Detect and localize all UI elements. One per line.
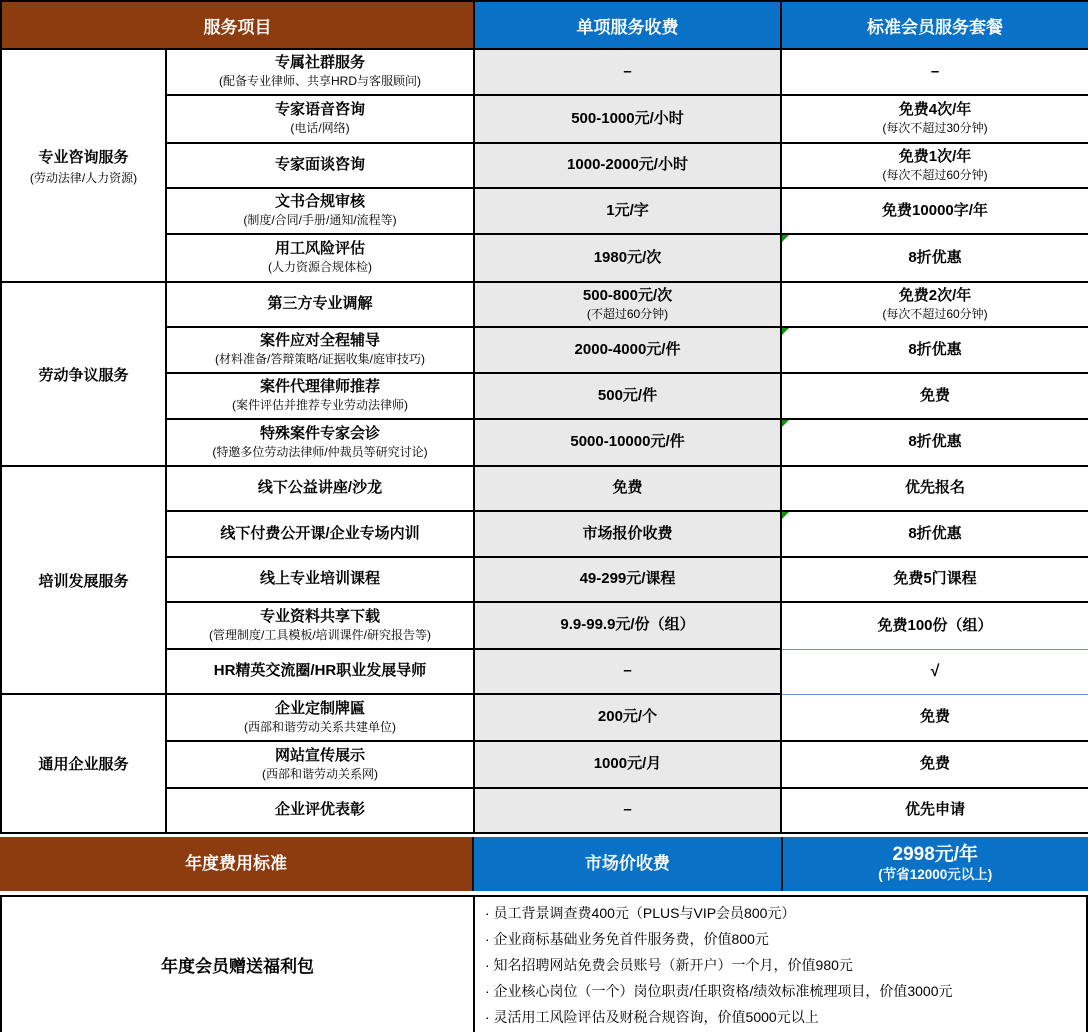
- category-cell-general: [2, 695, 167, 834]
- checkmark: √: [930, 663, 940, 680]
- cell-member-price: [782, 467, 1088, 512]
- cell-single-price: [475, 144, 782, 189]
- service-name: 案件应对全程辅导: [259, 332, 380, 350]
- service-name: 线下付费公开课/企业专场内训: [220, 524, 420, 542]
- cell-service-name: [167, 420, 475, 467]
- service-name: 专业资料共享下载: [259, 607, 380, 625]
- cell-service-name: [167, 742, 475, 789]
- member-price: 优先申请: [904, 801, 965, 819]
- cell-single-price: [475, 467, 782, 512]
- cell-service-name: [167, 789, 475, 834]
- service-name: 网站宣传展示: [274, 746, 365, 764]
- cell-service-name: [167, 189, 475, 235]
- member-price: 免费1次/年: [898, 147, 972, 165]
- service-name: 文书合规审核: [274, 193, 365, 211]
- cell-member-price: [782, 374, 1088, 420]
- summary-member-note: (节省12000元以上): [878, 866, 993, 882]
- category-name: 通用企业服务: [38, 756, 129, 773]
- cell-single-price: [475, 235, 782, 283]
- cell-member-price: [782, 603, 1088, 650]
- cell-member-price: [782, 144, 1088, 189]
- cell-single-price: [475, 420, 782, 467]
- table-row: [2, 50, 1088, 96]
- single-price: –: [623, 62, 632, 80]
- service-name: 线上专业培训课程: [259, 570, 380, 588]
- cell-member-price-with-comment-marker: [782, 235, 1088, 283]
- single-price: 49-299元/课程: [579, 570, 676, 588]
- service-name: 专家语音咨询: [274, 101, 365, 119]
- service-note: (电话/网络): [290, 121, 350, 136]
- service-note: (西部和谐劳动关系网): [262, 766, 378, 781]
- bonus-item: · 企业核心岗位（一个）岗位职责/任职资格/绩效标准梳理项目，价值3000元: [485, 982, 953, 999]
- single-price: 1000-2000元/小时: [567, 156, 688, 174]
- member-price: 8折优惠: [908, 433, 962, 451]
- cell-single-price: [475, 50, 782, 96]
- single-price: –: [623, 801, 632, 819]
- cell-member-price: [782, 96, 1088, 144]
- cell-member-price: [782, 695, 1088, 742]
- cell-single-price: [475, 695, 782, 742]
- member-price: 免费10000字/年: [882, 201, 988, 219]
- single-note: (不超过60分钟): [586, 306, 669, 321]
- category-cell-training: [2, 467, 167, 695]
- cell-service-name: [167, 235, 475, 283]
- cell-single-price: [475, 558, 782, 603]
- single-price: 市场报价收费: [582, 524, 673, 542]
- service-name: 特殊案件专家会诊: [259, 424, 380, 442]
- category-name: 专业咨询服务: [38, 148, 129, 166]
- single-price: 9.9-99.9元/份（组）: [560, 616, 695, 634]
- member-price: 免费2次/年: [898, 286, 972, 304]
- cell-member-price-with-comment-marker: [782, 420, 1088, 467]
- table-row: [2, 695, 1088, 742]
- member-price: 优先报名: [904, 479, 965, 497]
- cell-single-price: [475, 789, 782, 834]
- cell-service-name: [167, 283, 475, 328]
- cell-single-price: [475, 650, 782, 695]
- summary-label-cell: [0, 837, 472, 891]
- summary-single-cell: [472, 837, 780, 891]
- bonus-item: · 企业商标基础业务免首件服务费，价值800元: [485, 930, 769, 947]
- single-price: 5000-10000元/件: [570, 433, 685, 451]
- service-note: (人力资源合规体检): [268, 260, 372, 275]
- summary-member-cell: [781, 837, 1088, 891]
- bonus-package-section: [0, 895, 1088, 1032]
- cell-member-price: [782, 283, 1088, 328]
- member-price: 免费4次/年: [898, 101, 972, 119]
- bonus-package-list: [475, 897, 1086, 1032]
- service-note: (西部和谐劳动关系共建单位): [244, 719, 396, 734]
- category-cell-consulting: [2, 50, 167, 283]
- cell-service-name: [167, 650, 475, 695]
- single-price: 2000-4000元/件: [574, 340, 681, 358]
- service-name: HR精英交流圈/HR职业发展导师: [213, 662, 427, 680]
- cell-member-price: [782, 742, 1088, 789]
- service-name: 企业定制牌匾: [274, 699, 365, 717]
- cell-single-price: [475, 283, 782, 328]
- service-note: (案件评估并推荐专业劳动法律师): [232, 398, 408, 413]
- cell-service-name: [167, 96, 475, 144]
- cell-service-name: [167, 467, 475, 512]
- service-note: (配备专业律师、共享HRD与客服顾问): [219, 74, 421, 89]
- service-note: (特邀多位劳动法律师/仲裁员等研究讨论): [212, 444, 428, 459]
- category-cell-dispute: [2, 283, 167, 467]
- service-note: (制度/合同/手册/通知/流程等): [243, 213, 397, 228]
- bonus-package-title-cell: [2, 897, 475, 1032]
- cell-member-price: [782, 789, 1088, 834]
- service-name: 企业评优表彰: [274, 801, 365, 819]
- bonus-item: · 员工背景调查费400元（PLUS与VIP会员800元）: [485, 904, 796, 921]
- summary-label: 年度费用标准: [185, 853, 288, 873]
- cell-service-name: [167, 695, 475, 742]
- summary-member-price: 2998元/年: [892, 844, 979, 866]
- service-name: 专属社群服务: [274, 54, 365, 72]
- header-member-package: 标准会员服务套餐: [782, 2, 1088, 50]
- service-note: (管理制度/工具模板/培训课件/研究报告等): [209, 627, 431, 642]
- single-price: 500-1000元/小时: [571, 109, 684, 127]
- member-price: 8折优惠: [908, 248, 962, 266]
- service-name: 案件代理律师推荐: [259, 378, 380, 396]
- cell-single-price: [475, 374, 782, 420]
- member-note: (每次不超过60分钟): [882, 306, 988, 321]
- bonus-package-title: 年度会员赠送福利包: [161, 957, 314, 976]
- cell-service-name: [167, 558, 475, 603]
- service-name: 专家面谈咨询: [274, 156, 365, 174]
- cell-single-price: [475, 512, 782, 558]
- member-note: (每次不超过30分钟): [882, 121, 988, 136]
- member-price: 8折优惠: [908, 340, 962, 358]
- bonus-item: · 知名招聘网站免费会员账号（新开户）一个月，价值980元: [485, 956, 853, 973]
- member-note: (每次不超过60分钟): [882, 167, 988, 182]
- cell-service-name: [167, 328, 475, 374]
- cell-member-price: [782, 189, 1088, 235]
- cell-member-price-with-comment-marker: [782, 512, 1088, 558]
- summary-single-price: 市场价收费: [584, 853, 670, 873]
- cell-service-name: [167, 374, 475, 420]
- single-price: 500-800元/次: [582, 286, 673, 304]
- table-row: [2, 467, 1088, 512]
- member-price: 免费: [919, 386, 950, 404]
- cell-member-check: [782, 650, 1088, 695]
- single-price: 1980元/次: [593, 248, 662, 266]
- service-name: 第三方专业调解: [267, 295, 373, 313]
- member-price: 8折优惠: [908, 524, 962, 542]
- cell-single-price: [475, 96, 782, 144]
- cell-service-name: [167, 603, 475, 650]
- cell-single-price: [475, 189, 782, 235]
- category-name: 培训发展服务: [38, 572, 129, 590]
- cell-member-price: [782, 50, 1088, 96]
- header-row: [2, 2, 1088, 50]
- member-price: 免费5门课程: [893, 570, 977, 588]
- table-row: [2, 283, 1088, 328]
- service-name: 线下公益讲座/沙龙: [257, 479, 383, 497]
- service-note: (材料准备/答辩策略/证据收集/庭审技巧): [215, 352, 425, 367]
- cell-member-price: [782, 558, 1088, 603]
- single-price: 500元/件: [597, 386, 658, 404]
- service-name: 用工风险评估: [274, 240, 365, 258]
- cell-single-price: [475, 328, 782, 374]
- cell-member-price-with-comment-marker: [782, 328, 1088, 374]
- header-single-price: 单项服务收费: [475, 2, 782, 50]
- single-price: 1元/字: [606, 201, 649, 219]
- member-price: –: [930, 62, 940, 80]
- member-price: 免费: [919, 708, 950, 726]
- cell-single-price: [475, 742, 782, 789]
- cell-service-name: [167, 144, 475, 189]
- cell-service-name: [167, 512, 475, 558]
- single-price: –: [623, 662, 632, 680]
- single-price: 免费: [612, 479, 643, 497]
- single-price: 200元/个: [597, 708, 658, 726]
- cell-service-name: [167, 50, 475, 96]
- category-subtitle: (劳动法律/人力资源): [29, 170, 138, 185]
- annual-fee-summary-row: [0, 837, 1088, 891]
- single-price: 1000元/月: [593, 755, 662, 773]
- header-service-items: 服务项目: [2, 2, 475, 50]
- bonus-item: · 灵活用工风险评估及财税合规咨询，价值5000元以上: [485, 1008, 819, 1025]
- member-price: 免费: [919, 755, 950, 773]
- member-price: 免费100份（组）: [877, 616, 993, 634]
- category-name: 劳动争议服务: [38, 366, 129, 384]
- cell-single-price: [475, 603, 782, 650]
